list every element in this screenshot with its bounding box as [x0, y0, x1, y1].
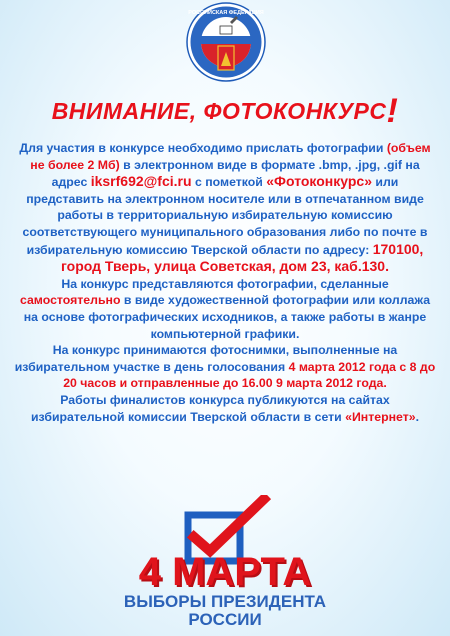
highlight-independently: самостоятельно: [19, 293, 121, 308]
text-span: в виде художественной фотографии или коллажа на основе фотографических исходников, а также работы в жанре компьютерной графики.: [23, 293, 431, 341]
paragraph-dates: [12, 342, 438, 392]
svg-text:РОССИЙСКАЯ ФЕДЕРАЦИЯ: РОССИЙСКАЯ ФЕДЕРАЦИЯ: [188, 10, 264, 16]
text-span: На конкурс принимаются фотоснимки, выполненные на избирательном участке в день голосования: [14, 343, 398, 374]
election-title: [0, 593, 450, 629]
election-commission-emblem-icon: [186, 2, 266, 82]
paragraph-accepted-works: [12, 276, 438, 342]
text-span: или представить на электронном носителе или в отпечатанном виде работы в территориальную избирательную комиссию соответствующего муниципального образования либо по почте в избирательную комиссию Тверской области по адресу:: [22, 175, 428, 257]
announcement-text: [12, 140, 438, 425]
text-span: с пометкой: [191, 175, 267, 190]
email-link[interactable]: iksrf692@fci.ru: [90, 173, 192, 190]
page-title: [0, 92, 450, 131]
highlight-internet: «Интернет»: [345, 409, 416, 424]
subject-mark: «Фотоконкурс»: [266, 173, 372, 190]
file-size-limit: (объем не более 2 Мб): [30, 141, 431, 172]
text-span: Работы финалистов конкурса публикуются на сайтах избирательной комиссии Тверской области в сети: [31, 392, 390, 424]
text-span: Для участия в конкурсе необходимо прислать фотографии: [19, 141, 384, 155]
election-line-2: РОССИИ: [188, 610, 262, 629]
paragraph-publication: [12, 392, 438, 425]
postal-address: 170100, город Тверь, улица Советская, дом 23, каб.130.: [61, 240, 424, 275]
paragraph-submission: [12, 140, 438, 276]
election-line-1: ВЫБОРЫ ПРЕЗИДЕНТА: [123, 592, 327, 611]
title-exclamation: !: [386, 92, 399, 130]
title-text: ВНИМАНИЕ, ФОТОКОНКУРС: [51, 98, 387, 124]
election-date: 4 МАРТА: [138, 550, 312, 594]
text-span: в электронном виде в формате .bmp, .jpg, .gif на адрес: [51, 157, 420, 190]
text-span: .: [415, 409, 419, 424]
highlight-dates: 4 марта 2012 года с 8 до 20 часов и отправленные до 16.00 9 марта 2012 года.: [63, 359, 436, 391]
text-span: На конкурс представляются фотографии, сделанные: [61, 276, 389, 291]
